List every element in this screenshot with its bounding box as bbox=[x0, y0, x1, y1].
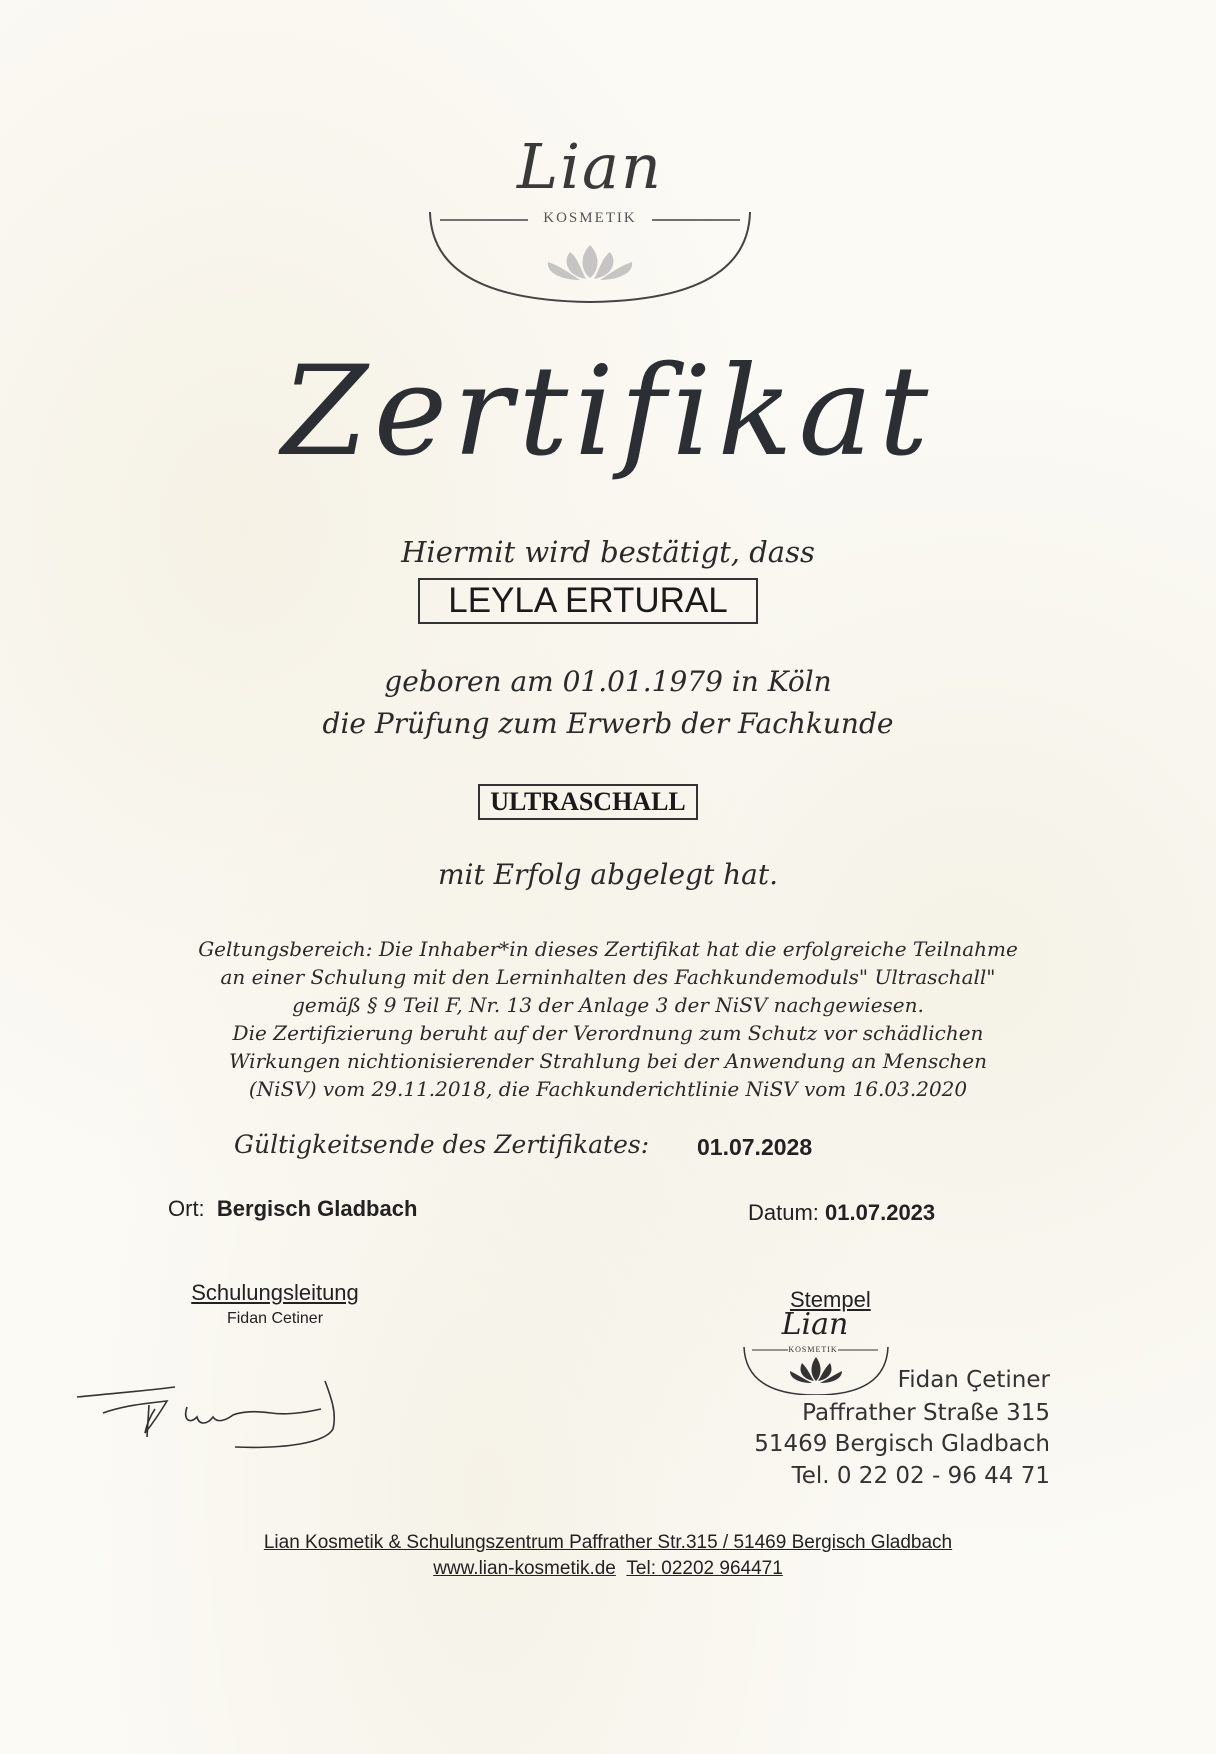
birth-line: geboren am 01.01.1979 in Köln bbox=[384, 665, 832, 698]
scope-line: Wirkungen nichtionisierender Strahlung bei der Anwendung an Menschen bbox=[228, 1049, 988, 1073]
subject-box: ULTRASCHALL bbox=[478, 784, 698, 820]
scope-line: gemäß § 9 Teil F, Nr. 13 der Anlage 3 der NiSV nachgewiesen. bbox=[292, 993, 924, 1017]
confirmation-text: Hiermit wird bestätigt, dass bbox=[401, 535, 815, 569]
scope-line: an einer Schulung mit den Lerninhalten des Fachkundemoduls" Ultraschall" bbox=[220, 965, 996, 989]
stamp-street: Paffrather Straße 315 bbox=[802, 1400, 1050, 1426]
place-value: Bergisch Gladbach bbox=[216, 1196, 418, 1221]
logo-arc-icon bbox=[420, 130, 760, 310]
footer-address bbox=[0, 1532, 1216, 1554]
certificate-title: Zertifikat bbox=[281, 340, 935, 484]
exam-line: die Prüfung zum Erwerb der Fachkunde bbox=[322, 707, 894, 740]
validity-label: Gültigkeitsende des Zertifikates: bbox=[234, 1130, 650, 1159]
scope-line: (NiSV) vom 29.11.2018, die Fachkunderichtlinie NiSV vom 16.03.2020 bbox=[248, 1077, 968, 1101]
scope-line: Geltungsbereich: Die Inhaber*in dieses Zertifikat hat die erfolgreiche Teilnahme bbox=[198, 937, 1018, 961]
date-label: Datum: bbox=[748, 1200, 819, 1225]
footer-contact bbox=[0, 1558, 1216, 1580]
recipient-name: LEYLA ERTURAL bbox=[418, 578, 758, 624]
logo-wordmark: Lian bbox=[517, 130, 663, 203]
stamp-phone: Tel. 0 22 02 - 96 44 71 bbox=[791, 1463, 1050, 1489]
training-lead-title: Schulungsleitung bbox=[191, 1280, 359, 1305]
stamp-title: Stempel bbox=[790, 1287, 871, 1312]
place-field bbox=[168, 1196, 417, 1222]
scope-line: Die Zertifizierung beruht auf der Verordnung zum Schutz vor schädlichen bbox=[232, 1021, 984, 1045]
stamp-logo-word: Lian bbox=[781, 1307, 849, 1342]
signature-icon bbox=[75, 1375, 375, 1455]
passed-line: mit Erfolg abgelegt hat. bbox=[437, 858, 779, 891]
date-value: 01.07.2023 bbox=[825, 1200, 936, 1225]
logo-subtitle: KOSMETIK bbox=[543, 210, 637, 226]
lian-logo bbox=[420, 130, 760, 310]
place-label: Ort: bbox=[168, 1196, 205, 1221]
footer-website[interactable]: www.lian-kosmetik.de bbox=[433, 1558, 616, 1579]
stamp-logo-sub: KOSMETIK bbox=[788, 1345, 838, 1354]
stamp-city: 51469 Bergisch Gladbach bbox=[754, 1431, 1050, 1457]
footer-address-text: Lian Kosmetik & Schulungszentrum Paffrather Str.315 / 51469 Bergisch Gladbach bbox=[263, 1532, 953, 1553]
training-lead-name: Fidan Cetiner bbox=[226, 1310, 324, 1327]
footer-phone: Tel: 02202 964471 bbox=[626, 1558, 783, 1579]
validity-date: 01.07.2028 bbox=[697, 1134, 813, 1160]
date-field bbox=[748, 1200, 935, 1226]
lotus-icon bbox=[548, 245, 632, 280]
stamp-name: Fidan Çetiner bbox=[897, 1367, 1050, 1393]
scope-text bbox=[120, 935, 1096, 1103]
